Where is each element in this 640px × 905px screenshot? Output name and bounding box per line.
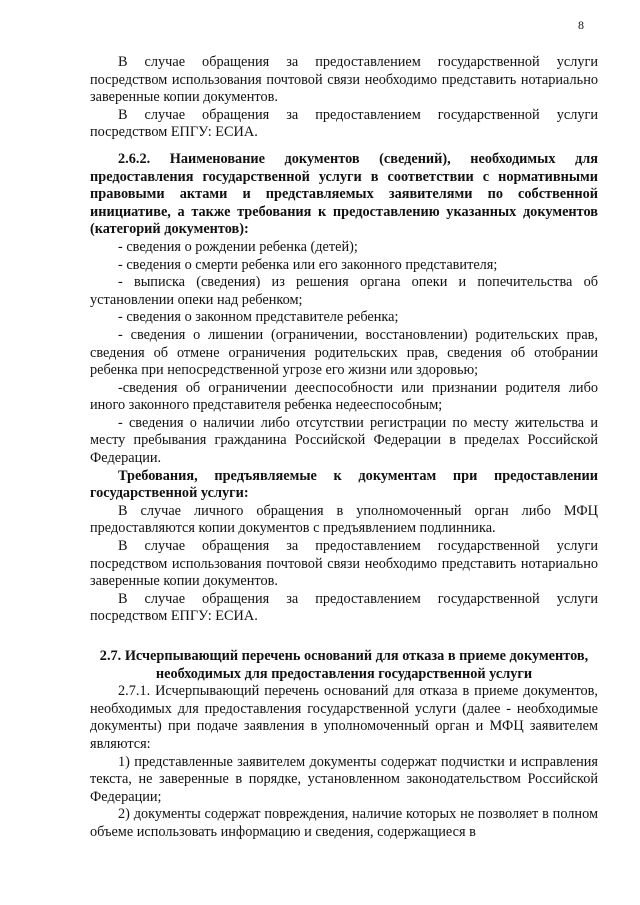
list-item: - сведения о рождении ребенка (детей); <box>118 238 358 255</box>
paragraph-epgu-request: В случае обращения за предоставлением государственной услуги посредством ЕПГУ: ЕСИА. <box>90 590 598 625</box>
list-item: - выписка (сведения) из решения органа опеки и попечительства об установлении опеки над ребенком; <box>90 274 598 308</box>
list-item: - сведения о лишении (ограничении, восстановлении) родительских прав, сведения об отмене ограничения родительских прав, сведения об отобрании ребенка при непосредственной угрозе его жизни или здоровью; <box>90 326 598 379</box>
list-item: - сведения о законном представителе ребенка; <box>118 309 399 326</box>
paragraph-2-7-1: 2.7.1. Исчерпывающий перечень оснований для отказа в приеме документов, необходимых для предоставления государственной услуги (далее - необходимые документы) при подаче заявления в уполномоченный орган и МФЦ заявителем являются: <box>90 683 598 752</box>
paragraph-epgu-request: В случае обращения за предоставлением государственной услуги посредством ЕПГУ: ЕСИА. <box>90 106 598 141</box>
document-body <box>90 54 598 842</box>
section-heading-2-6-2: 2.6.2. Наименование документов (сведений), необходимых для предоставления государственной услуги в соответствии с нормативными правовыми актами и представляемых заявителями по собственной инициативе, а также требования к предоставлению указанных документов (категорий документов): <box>90 150 598 238</box>
list-item: - сведения о наличии либо отсутствии регистрации по месту жительства и месту пребывания гражданина Российской Федерации в пределах Российской Федерации. <box>90 414 598 467</box>
paragraph-postal-request: В случае обращения за предоставлением государственной услуги посредством использования почтовой связи необходимо представить нотариально заверенные копии документов. <box>90 538 598 590</box>
list-item: - сведения о смерти ребенка или его законного представителя; <box>118 256 498 273</box>
list-item: -сведения об ограничении дееспособности или признании родителя либо иного законного представителя ребенка недееспособным; <box>90 379 598 414</box>
list-item: 1) представленные заявителем документы содержат подчистки и исправления текста, не заверенные в порядке, установленном законодательством Российской Федерации; <box>90 753 598 805</box>
list-item: 2) документы содержат повреждения, наличие которых не позволяет в полном объеме использовать информацию и сведения, содержащиеся в <box>90 806 598 840</box>
requirements-heading: Требования, предъявляемые к документам при предоставлении государственной услуги: <box>90 467 598 502</box>
paragraph-postal-request: В случае обращения за предоставлением государственной услуги посредством использования почтовой связи необходимо представить нотариально заверенные копии документов. <box>90 54 598 106</box>
page-number: 8 <box>578 18 584 32</box>
paragraph-personal-request: В случае личного обращения в уполномоченный орган либо МФЦ предоставляются копии документов с предъявлением подлинника. <box>90 502 598 537</box>
section-heading-2-7: 2.7. Исчерпывающий перечень оснований для отказа в приеме документов, необходимых для предоставления государственной услуги <box>99 648 589 682</box>
